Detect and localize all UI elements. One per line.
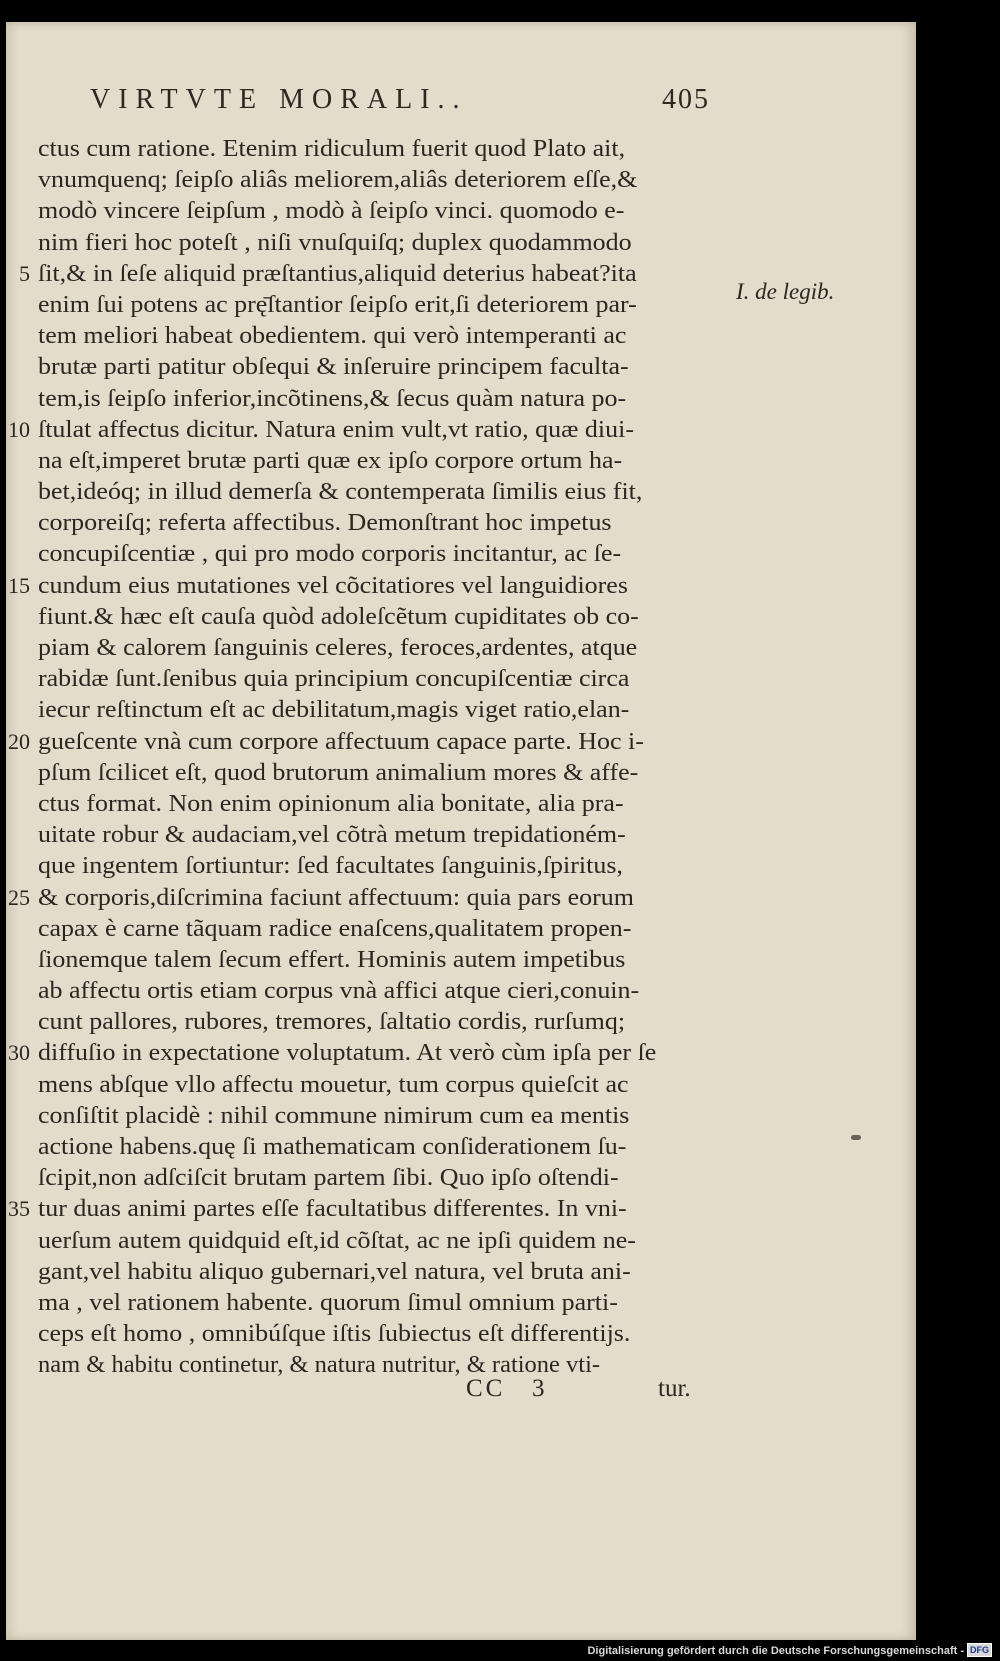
line-text: nam & habitu continetur, & natura nutritur, & ratione vti- <box>38 1351 601 1379</box>
margin-note: I. de legib. <box>736 279 835 304</box>
text-line: 25 & corporis,diſcrimina faciunt affectuum: quia pars eorum <box>38 882 706 913</box>
line-text: tem,is ſeipſo inferior,incõtinens,& ſecus quàm natura po- <box>38 384 627 412</box>
line-text: actione habens.quę ſi mathematicam conſiderationem ſu- <box>38 1133 627 1160</box>
text-line <box>38 383 706 414</box>
signature-mark: CC <box>466 1375 506 1402</box>
line-text: rabidæ ſunt.ſenibus quia principium concupiſcentiæ circa <box>38 665 630 693</box>
line-text: nim fieri hoc poteſt , niſi vnuſquiſq; duplex quodammodo <box>38 228 632 256</box>
text-line <box>38 320 706 351</box>
book-page <box>6 22 916 1640</box>
credit-text: Digitalisierung gefördert durch die Deutsche Forschungsgemeinschaft - <box>587 1645 964 1657</box>
line-text: ſit,& in ſeſe aliquid præſtantius,aliquid deterius habeat?ita <box>38 259 637 287</box>
line-text: tem meliori habeat obedientem. qui verò intemperanti ac <box>38 322 627 350</box>
line-text: conſiſtit placidè : nihil commune nimirum cum ea mentis <box>38 1101 630 1129</box>
text-line <box>38 1318 706 1349</box>
line-text: na eſt,imperet brutæ parti quæ ex ipſo corpore ortum ha- <box>38 446 623 474</box>
text-line: 30 diffuſio in expectatione voluptatum. At verò cùm ipſa per ſe <box>38 1037 706 1068</box>
text-line <box>38 133 706 164</box>
text-line <box>38 757 706 788</box>
text-line: 15 cundum eius mutationes vel cõcitatiores vel languidiores <box>38 570 706 601</box>
line-text: enim ſui potens ac prę̄ſtantior ſeipſo erit,ſi deteriorem par- <box>38 290 637 318</box>
text-line <box>38 601 706 632</box>
line-text: vnumquenq; ſeipſo aliâs meliorem,aliâs deteriorem eſſe,& <box>38 166 638 194</box>
line-text: ſionemque talem ſecum effert. Hominis autem impetibus <box>38 945 626 973</box>
page-footer <box>466 1375 726 1415</box>
margin-mark <box>851 1135 861 1140</box>
line-text: iecur reſtinctum eſt ac debilitatum,magis viget ratio,elan- <box>38 696 630 724</box>
text-line <box>38 632 706 663</box>
text-line <box>38 1131 706 1162</box>
line-text: ſcipit,non adſciſcit brutam partem ſibi. Quo ipſo oſtendi- <box>38 1164 619 1192</box>
text-line <box>38 227 706 258</box>
signature-number: 3 <box>532 1375 545 1402</box>
text-line: 10 ſtulat affectus dicitur. Natura enim vult,vt ratio, quæ diui- <box>38 414 706 445</box>
line-text: que ingentem ſortiuntur: ſed facultates ſanguinis,ſpiritus, <box>38 852 623 880</box>
body-text <box>8 133 706 1381</box>
line-text: fiunt.& hæc eſt cauſa quòd adoleſcẽtum cupiditates ob co- <box>38 602 639 630</box>
line-text: capax è carne tãquam radice enaſcens,qualitatem propen- <box>38 914 632 942</box>
text-line <box>38 1006 706 1037</box>
line-text: uerſum autem quidquid eſt,id cõſtat, ac ne ipſi quidem ne- <box>38 1226 636 1254</box>
text-line <box>38 445 706 476</box>
line-text: concupiſcentiæ , qui pro modo corporis incitantur, ac ſe- <box>38 540 622 568</box>
line-text: brutæ parti patitur obſequi & inſeruire principem faculta- <box>38 353 629 381</box>
text-line <box>38 164 706 195</box>
line-text: ab affectu ortis etiam corpus vnà affici atque cieri,conuin- <box>38 977 640 1005</box>
text-line <box>38 1069 706 1100</box>
digitization-credit <box>587 1643 992 1657</box>
line-text: gant,vel habitu aliquo gubernari,vel natura, vel bruta ani- <box>38 1257 631 1285</box>
text-line <box>38 351 706 382</box>
text-line <box>38 1287 706 1318</box>
text-line <box>38 1100 706 1131</box>
text-line <box>38 850 706 881</box>
text-line <box>38 913 706 944</box>
line-text: ceps eſt homo , omnibúſque iſtis ſubiectus eſt differentijs. <box>38 1320 631 1348</box>
text-line: 35 tur duas animi partes eſſe facultatibus differentes. In vni- <box>38 1193 706 1224</box>
dfg-logo: DFG <box>967 1643 992 1657</box>
text-line <box>38 538 706 569</box>
line-text: gueſcente vnà cum corpore affectuum capace parte. Hoc i- <box>38 727 644 755</box>
text-line <box>38 1225 706 1256</box>
text-line <box>38 663 706 694</box>
line-text: cundum eius mutationes vel cõcitatiores vel languidiores <box>38 571 628 599</box>
text-line <box>38 975 706 1006</box>
line-text: pſum ſcilicet eſt, quod brutorum animalium mores & affe- <box>38 758 639 786</box>
text-line <box>38 694 706 725</box>
running-title: VIRTVTE MORALI.. <box>90 84 468 115</box>
text-line <box>38 1162 706 1193</box>
line-text: tur duas animi partes eſſe facultatibus differentes. In vni- <box>38 1195 627 1223</box>
line-text: modò vincere ſeipſum , modò à ſeipſo vinci. quomodo e- <box>38 197 625 225</box>
folio-number: 405 <box>662 84 710 115</box>
line-text: mens abſque vllo affectu mouetur, tum corpus quieſcit ac <box>38 1070 629 1098</box>
line-text: piam & calorem ſanguinis celeres, feroces,ardentes, atque <box>38 634 638 661</box>
line-text: bet,ideóq; in illud demerſa & contemperata ſimilis eius fit, <box>38 478 643 506</box>
line-text: ctus cum ratione. Etenim ridiculum fuerit quod Plato ait, <box>38 135 626 162</box>
line-text: diffuſio in expectatione voluptatum. At verò cùm ipſa per ſe <box>38 1039 657 1067</box>
catchword: tur. <box>658 1375 691 1402</box>
text-line <box>38 1256 706 1287</box>
line-text: ma , vel rationem habente. quorum ſimul omnium parti- <box>38 1288 618 1316</box>
text-line <box>38 507 706 538</box>
text-line <box>38 944 706 975</box>
text-line <box>38 289 706 320</box>
text-line <box>38 788 706 819</box>
text-line: 5 ſit,& in ſeſe aliquid præſtantius,aliquid deterius habeat?ita <box>38 258 706 289</box>
line-text: uitate robur & audaciam,vel cõtrà metum trepidationém- <box>38 821 626 849</box>
text-line <box>38 819 706 850</box>
text-line <box>38 195 706 226</box>
line-text: ctus format. Non enim opinionum alia bonitate, alia pra- <box>38 789 624 817</box>
text-line <box>38 476 706 507</box>
text-line: 20 gueſcente vnà cum corpore affectuum capace parte. Hoc i- <box>38 726 706 757</box>
page-header <box>90 84 710 124</box>
line-text: & corporis,diſcrimina faciunt affectuum: quia pars eorum <box>38 883 634 911</box>
line-text: corporeiſq; referta affectibus. Demonſtrant hoc impetus <box>38 509 612 537</box>
line-text: cunt pallores, rubores, tremores, ſaltatio cordis, rurſumq; <box>38 1008 626 1036</box>
line-text: ſtulat affectus dicitur. Natura enim vult,vt ratio, quæ diui- <box>38 415 634 443</box>
